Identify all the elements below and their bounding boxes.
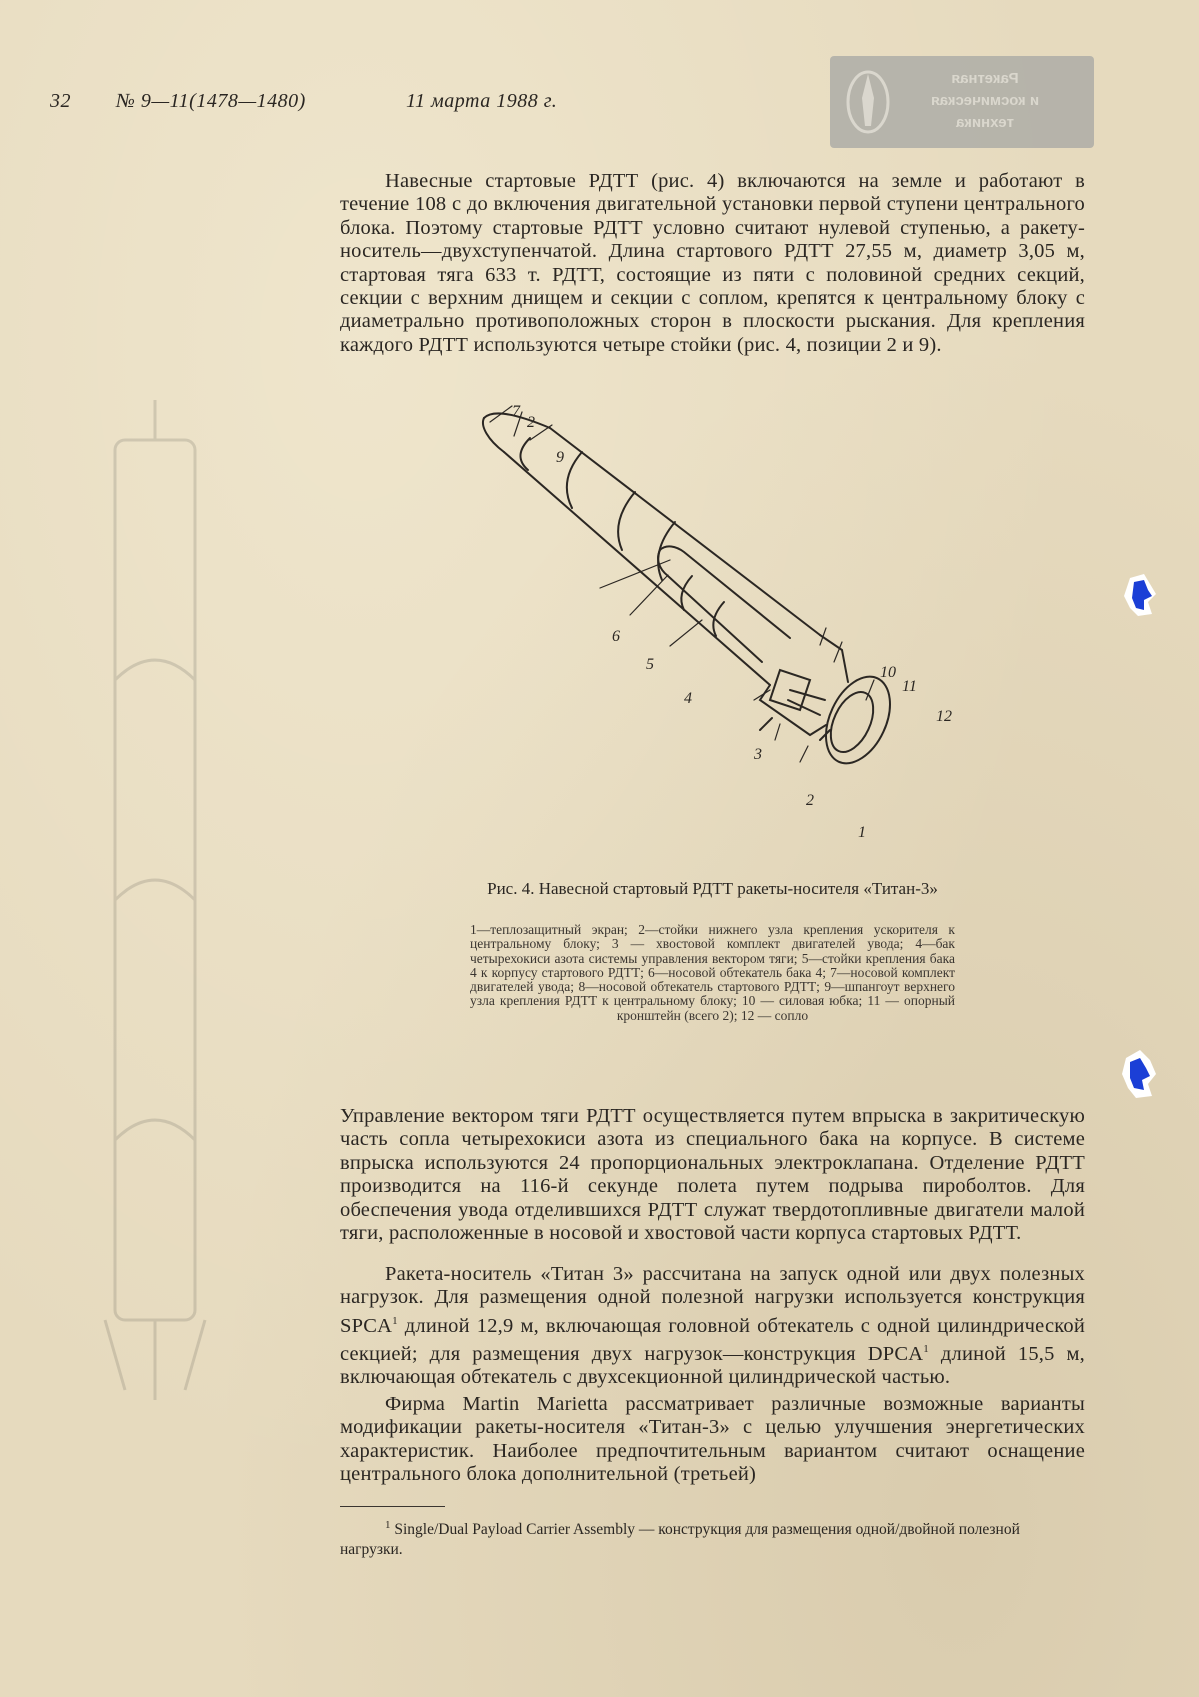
fig-label-9: 9 <box>556 449 564 466</box>
footnote-ref-2: 1 <box>923 1343 929 1356</box>
binder-hole-blot-upper <box>1120 570 1160 620</box>
stamp-line-2: и космическая <box>930 92 1040 109</box>
stamp-text <box>890 68 1080 134</box>
figure-srb-drawing <box>470 400 960 850</box>
footnote <box>340 1515 1085 1560</box>
fig-label-11: 11 <box>902 678 917 695</box>
footnote-rule <box>340 1506 445 1507</box>
figure-legend: 1—теплозащитный экран; 2—стойки нижнего узла крепления ускорителя к центральному блоку; 3 — хвостовой комплект двигателей увода; 4—бак четырехокиси азота системы управления вектором тяги; 5—стойки крепления бака 4 к корпусу стартового РДТТ; 6—носовой обтекатель бака 4; 7—носовой комплект двигателей увода; 8—носовой обтекатель стартового РДТТ; 9—шпангоут верхнего узла крепления РДТТ к центральному блоку; 10 — силовая юбка; 11 — опорный кронштейн (всего 2); 12 — сопло <box>470 922 955 1023</box>
footnote-marker: 1 <box>385 1519 391 1531</box>
paragraph-2: Управление вектором тяги РДТТ осуществляется путем впрыска в закритическую часть сопла четырехокиси азота из специального бака на корпусе. В системе впрыска используются 24 пропорциональных электроклапана. Отделение РДТТ производится на 116-й секунде полета путем подрыва пироболтов. Для обеспечения увода отделившихся РДТТ служат твердотопливные двигатели малой тяги, расположенные в носовой и хвостовой части корпуса стартовых РДТТ. <box>340 1105 1085 1245</box>
issue-number: № 9—11(1478—1480) <box>116 90 306 112</box>
fig-label-2-bottom: 2 <box>806 792 814 809</box>
library-stamp <box>830 56 1094 148</box>
stamp-line-1: Ракетная <box>951 70 1019 87</box>
footnote-ref-1: 1 <box>392 1314 398 1327</box>
stamp-line-3: техника <box>956 114 1014 131</box>
paragraph-3-part-b: длиной 12,9 м, включающая головной обтекатель с одной цилиндрической секцией; для размещения двух нагрузок—конструкция DPCA <box>340 1314 1085 1365</box>
fig-label-12: 12 <box>936 708 952 725</box>
fig-label-3: 3 <box>754 746 762 763</box>
fig-label-10: 10 <box>880 664 896 681</box>
fig-label-4: 4 <box>684 690 692 707</box>
paragraph-3-part-a: Ракета-носитель «Титан 3» рассчитана на запуск одной или двух полезных нагрузок. Для размещения одной полезной нагрузки используется конструкция SPCA <box>340 1263 1085 1337</box>
rocket-logo-icon <box>844 68 892 136</box>
fig-label-7: 7 <box>512 403 520 420</box>
paragraph-4: Фирма Martin Marietta рассматривает различные возможные варианты модификации ракеты-носителя «Титан-3» с целью улучшения энергетических характеристик. Наиболее предпочтительным вариантом считают оснащение центрального блока дополнительной (третьей) <box>340 1393 1085 1486</box>
binder-hole-blot-lower <box>1118 1048 1160 1102</box>
page-number: 32 <box>50 90 71 112</box>
issue-date: 11 марта 1988 г. <box>406 90 558 112</box>
paragraph-3 <box>340 1263 1085 1390</box>
bleed-through-rocket <box>95 380 225 1410</box>
fig-label-6: 6 <box>612 628 620 645</box>
footnote-text: Single/Dual Payload Carrier Assembly — конструкция для размещения одной/двойной полезной нагрузки. <box>340 1521 1020 1559</box>
figure-caption: Рис. 4. Навесной стартовый РДТТ ракеты-носителя «Титан-3» <box>487 879 938 898</box>
paragraph-1: Навесные стартовые РДТТ (рис. 4) включаются на земле и работают в течение 108 с до включения двигательной установки первой ступени центрального блока. Поэтому стартовые РДТТ условно считают нулевой ступенью, а ракету-носитель—двухступенчатой. Длина стартового РДТТ 27,55 м, диаметр 3,05 м, стартовая тяга 633 т. РДТТ, состоящие из пяти с половиной средних секций, секции с верхним днищем и секции с соплом, крепятся к центральному блоку с диаметрально противоположных сторон в плоскости рыскания. Для крепления каждого РДТТ используются четыре стойки (рис. 4, позиции 2 и 9). <box>340 170 1085 356</box>
fig-label-2-top: 2 <box>527 414 535 431</box>
fig-label-1: 1 <box>858 824 866 841</box>
fig-label-5: 5 <box>646 656 654 673</box>
paragraph-3-part-c: длиной 15,5 м, включающая обтекатель с двухсекционной цилиндрической частью. <box>340 1342 1086 1389</box>
